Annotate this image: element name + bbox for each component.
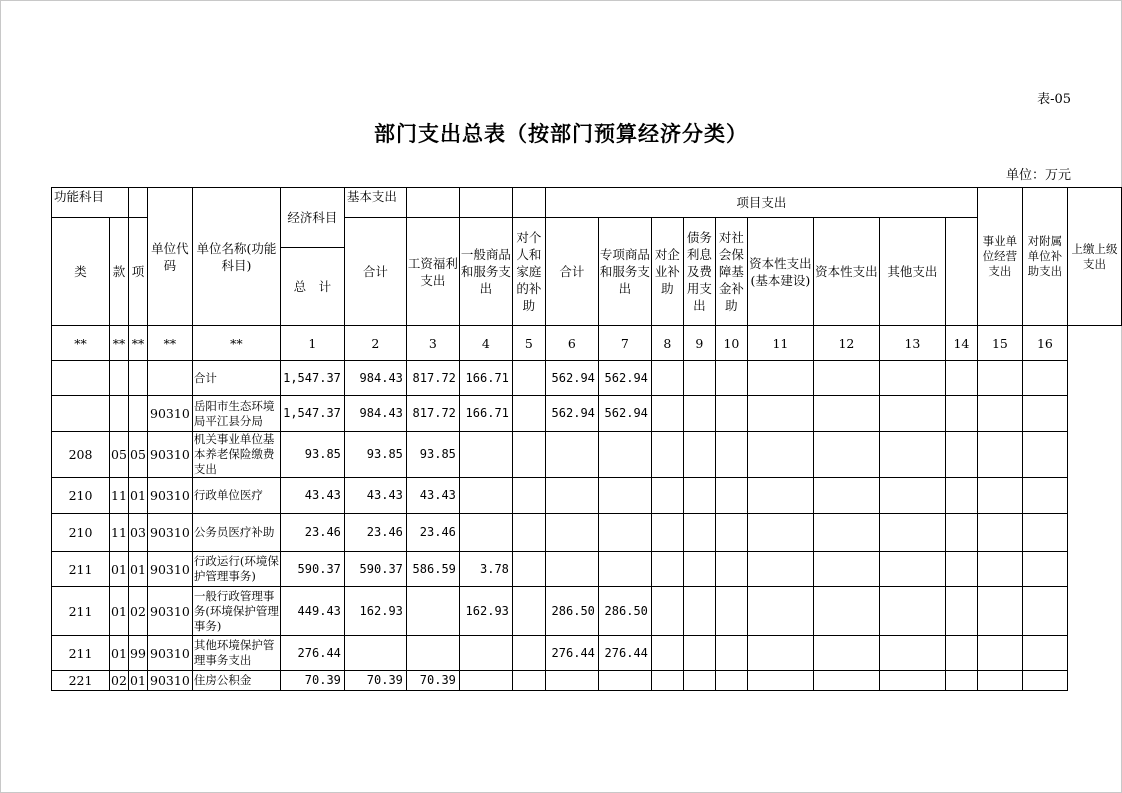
table-cell (598, 552, 651, 587)
table-cell: 276.44 (598, 636, 651, 671)
table-cell (651, 552, 683, 587)
table-cell: 162.93 (459, 587, 512, 636)
header-upper: 上缴上级支出 (1067, 188, 1121, 326)
table-cell (747, 587, 813, 636)
header-kuan: 款 (110, 218, 129, 326)
table-cell (879, 514, 945, 552)
table-cell (813, 671, 879, 691)
table-cell: 其他环境保护管理事务支出 (192, 636, 280, 671)
table-cell: 3.78 (459, 552, 512, 587)
table-row (52, 396, 1122, 432)
table-cell (945, 587, 977, 636)
table-cell (813, 636, 879, 671)
table-cell (813, 514, 879, 552)
table-cell: 286.50 (545, 587, 598, 636)
table-cell (545, 671, 598, 691)
table-cell (1022, 478, 1067, 514)
table-cell (512, 478, 545, 514)
table-cell (879, 478, 945, 514)
table-cell (1022, 587, 1067, 636)
table-cell (683, 361, 715, 396)
table-cell (344, 636, 406, 671)
table-cell: 14 (945, 326, 977, 361)
table-cell: 5 (512, 326, 545, 361)
table-row (52, 361, 1122, 396)
table-cell: 01 (110, 587, 129, 636)
header-unit-code: 单位代码 (147, 188, 192, 326)
table-cell: 行政单位医疗 (192, 478, 280, 514)
header-wage: 工资福利支出 (406, 218, 459, 326)
header-basic-total: 合计 (344, 218, 406, 326)
table-cell (459, 671, 512, 691)
header-debt: 债务利息及费用支出 (683, 218, 715, 326)
table-cell (977, 636, 1022, 671)
table-cell: 1,547.37 (280, 361, 344, 396)
header-capital-basic: 资本性支出(基本建设) (747, 218, 813, 326)
table-cell: 221 (52, 671, 110, 691)
table-cell: 210 (52, 514, 110, 552)
table-cell (406, 636, 459, 671)
table-cell (683, 552, 715, 587)
table-cell (715, 552, 747, 587)
table-cell (512, 636, 545, 671)
table-cell: 162.93 (344, 587, 406, 636)
table-cell: 05 (129, 432, 148, 478)
table-cell (1022, 432, 1067, 478)
table-cell: 817.72 (406, 361, 459, 396)
table-cell: ** (192, 326, 280, 361)
table-cell (545, 552, 598, 587)
table-cell (52, 361, 110, 396)
table-cell: 机关事业单位基本养老保险缴费支出 (192, 432, 280, 478)
table-cell: 1 (280, 326, 344, 361)
table-cell (651, 671, 683, 691)
table-cell (747, 636, 813, 671)
table-cell: 8 (651, 326, 683, 361)
table-cell: 211 (52, 636, 110, 671)
table-cell: 6 (545, 326, 598, 361)
table-row (52, 587, 1122, 636)
table-cell (945, 671, 977, 691)
table-cell (512, 587, 545, 636)
table-cell: 03 (129, 514, 148, 552)
table-cell: 93.85 (344, 432, 406, 478)
table-cell (459, 478, 512, 514)
table-cell: 817.72 (406, 396, 459, 432)
table-cell (747, 478, 813, 514)
header-func-subject: 功能科目 (52, 188, 129, 218)
table-cell: ** (147, 326, 192, 361)
table-cell (512, 396, 545, 432)
table-cell: ** (129, 326, 148, 361)
table-cell: 90310 (147, 478, 192, 514)
table-cell (813, 432, 879, 478)
table-cell: 562.94 (598, 396, 651, 432)
table-cell (977, 361, 1022, 396)
table-cell (1022, 396, 1067, 432)
table-cell (813, 361, 879, 396)
table-cell: 70.39 (406, 671, 459, 691)
table-cell (651, 478, 683, 514)
table-cell (129, 361, 148, 396)
table-cell (945, 361, 977, 396)
header-business: 事业单位经营支出 (977, 188, 1022, 326)
table-cell (459, 514, 512, 552)
table-cell: ** (110, 326, 129, 361)
table-cell: 984.43 (344, 361, 406, 396)
table-cell (977, 432, 1022, 478)
table-cell (977, 396, 1022, 432)
table-row (52, 432, 1122, 478)
table-cell (879, 361, 945, 396)
table-cell (747, 361, 813, 396)
table-cell (110, 396, 129, 432)
table-cell: 一般行政管理事务(环境保护管理事务) (192, 587, 280, 636)
header-blank (512, 188, 545, 218)
expenditure-table (51, 187, 1122, 691)
table-cell (651, 432, 683, 478)
table-cell (147, 361, 192, 396)
table-cell: 90310 (147, 552, 192, 587)
table-cell: 90310 (147, 671, 192, 691)
table-cell: 449.43 (280, 587, 344, 636)
header-enterprise: 对企业补助 (651, 218, 683, 326)
table-cell (977, 478, 1022, 514)
table-cell: 3 (406, 326, 459, 361)
table-cell: 7 (598, 326, 651, 361)
table-cell: 208 (52, 432, 110, 478)
table-cell (52, 396, 110, 432)
table-cell: 70.39 (344, 671, 406, 691)
table-cell (1022, 361, 1067, 396)
table-cell (598, 514, 651, 552)
table-cell (512, 514, 545, 552)
table-cell (747, 552, 813, 587)
table-cell: ** (52, 326, 110, 361)
table-cell (715, 478, 747, 514)
header-goods: 一般商品和服务支出 (459, 218, 512, 326)
table-cell: 210 (52, 478, 110, 514)
table-cell: 1,547.37 (280, 396, 344, 432)
table-cell (747, 514, 813, 552)
table-cell: 590.37 (344, 552, 406, 587)
table-cell: 11 (110, 514, 129, 552)
header-blank (459, 188, 512, 218)
table-cell (715, 514, 747, 552)
table-cell (651, 587, 683, 636)
table-row (52, 552, 1122, 587)
header-special-goods: 专项商品和服务支出 (598, 218, 651, 326)
table-cell: 23.46 (406, 514, 459, 552)
table-cell (715, 671, 747, 691)
table-cell (879, 671, 945, 691)
table-cell (512, 552, 545, 587)
table-cell (945, 514, 977, 552)
table-cell: 90310 (147, 396, 192, 432)
table-cell: 276.44 (545, 636, 598, 671)
table-cell (459, 432, 512, 478)
table-cell: 99 (129, 636, 148, 671)
header-other: 其他支出 (879, 218, 945, 326)
header-personal: 对个人和家庭的补助 (512, 218, 545, 326)
table-cell (512, 671, 545, 691)
table-row (52, 514, 1122, 552)
header-social: 对社会保障基金补助 (715, 218, 747, 326)
table-cell (545, 432, 598, 478)
table-cell: 12 (813, 326, 879, 361)
table-cell: 11 (110, 478, 129, 514)
table-cell (1022, 514, 1067, 552)
table-cell (683, 478, 715, 514)
table-cell (1022, 552, 1067, 587)
table-cell (1022, 671, 1067, 691)
table-number: 表-05 (1037, 92, 1071, 107)
table-cell: 10 (715, 326, 747, 361)
table-cell: 行政运行(环境保护管理事务) (192, 552, 280, 587)
table-cell (879, 432, 945, 478)
table-cell: 11 (747, 326, 813, 361)
table-cell (945, 396, 977, 432)
table-cell: 23.46 (344, 514, 406, 552)
column-index-row (52, 326, 1122, 361)
table-cell: 166.71 (459, 396, 512, 432)
header-capital: 资本性支出 (813, 218, 879, 326)
header-basic: 基本支出 (344, 188, 406, 218)
table-cell (715, 432, 747, 478)
table-cell (879, 587, 945, 636)
unit-label: 单位：万元 (1005, 168, 1071, 183)
table-cell (651, 396, 683, 432)
table-cell (683, 396, 715, 432)
table-cell (715, 636, 747, 671)
table-cell (813, 396, 879, 432)
table-cell (651, 514, 683, 552)
table-cell: 01 (129, 478, 148, 514)
header-total: 总 计 (280, 248, 344, 326)
header-blank (406, 188, 459, 218)
table-cell (598, 432, 651, 478)
table-cell (945, 552, 977, 587)
table-cell (545, 514, 598, 552)
table-cell (545, 478, 598, 514)
table-cell: 286.50 (598, 587, 651, 636)
table-cell (813, 478, 879, 514)
header-econ-subject: 经济科目 (280, 188, 344, 248)
table-cell: 90310 (147, 636, 192, 671)
table-cell: 住房公积金 (192, 671, 280, 691)
table-cell (110, 361, 129, 396)
table-cell (459, 636, 512, 671)
table-cell: 05 (110, 432, 129, 478)
header-project: 项目支出 (545, 188, 977, 218)
table-cell: 4 (459, 326, 512, 361)
table-cell: 合计 (192, 361, 280, 396)
table-cell (977, 514, 1022, 552)
table-cell (598, 478, 651, 514)
table-cell (598, 671, 651, 691)
table-cell: 公务员医疗补助 (192, 514, 280, 552)
table-cell (813, 587, 879, 636)
table-cell: 13 (879, 326, 945, 361)
table-cell (683, 671, 715, 691)
table-cell: 211 (52, 587, 110, 636)
table-cell: 70.39 (280, 671, 344, 691)
table-cell (879, 396, 945, 432)
table-cell: 211 (52, 552, 110, 587)
table-cell: 90310 (147, 432, 192, 478)
table-cell (512, 361, 545, 396)
table-cell: 276.44 (280, 636, 344, 671)
table-cell: 586.59 (406, 552, 459, 587)
table-cell (683, 432, 715, 478)
table-cell (747, 671, 813, 691)
table-cell: 562.94 (598, 361, 651, 396)
table-cell: 43.43 (280, 478, 344, 514)
table-cell: 93.85 (406, 432, 459, 478)
table-cell (715, 361, 747, 396)
table-cell: 93.85 (280, 432, 344, 478)
table-cell: 90310 (147, 514, 192, 552)
table-cell: 43.43 (344, 478, 406, 514)
table-cell: 01 (110, 636, 129, 671)
header-blank (129, 188, 148, 218)
table-cell (715, 396, 747, 432)
table-cell: 2 (344, 326, 406, 361)
table-cell: 166.71 (459, 361, 512, 396)
table-cell (715, 587, 747, 636)
table-cell: 9 (683, 326, 715, 361)
table-cell (683, 587, 715, 636)
table-cell (747, 432, 813, 478)
header-lei: 类 (52, 218, 110, 326)
table-cell: 590.37 (280, 552, 344, 587)
header-unit-name: 单位名称(功能科目) (192, 188, 280, 326)
page-title: 部门支出总表（按部门预算经济分类） (374, 122, 748, 146)
table-cell (977, 671, 1022, 691)
table-cell: 43.43 (406, 478, 459, 514)
table-cell: 16 (1022, 326, 1067, 361)
table-cell (945, 636, 977, 671)
header-subsidiary: 对附属单位补助支出 (1022, 188, 1067, 326)
table-cell: 23.46 (280, 514, 344, 552)
table-cell (651, 636, 683, 671)
table-cell: 01 (110, 552, 129, 587)
table-row (52, 671, 1122, 691)
table-cell (683, 514, 715, 552)
table-cell (1022, 636, 1067, 671)
header-proj-total: 合计 (545, 218, 598, 326)
table-cell: 562.94 (545, 361, 598, 396)
table-cell (977, 552, 1022, 587)
table-cell: 01 (129, 671, 148, 691)
table-cell (651, 361, 683, 396)
table-cell: 562.94 (545, 396, 598, 432)
table-cell (879, 636, 945, 671)
table-cell: 15 (977, 326, 1022, 361)
table-row (52, 478, 1122, 514)
table-cell (879, 552, 945, 587)
table-cell: 90310 (147, 587, 192, 636)
table-cell (683, 636, 715, 671)
table-cell: 01 (129, 552, 148, 587)
table-cell (945, 478, 977, 514)
table-cell: 02 (129, 587, 148, 636)
table-cell: 984.43 (344, 396, 406, 432)
table-cell (512, 432, 545, 478)
table-cell (813, 552, 879, 587)
table-cell: 02 (110, 671, 129, 691)
table-cell (945, 432, 977, 478)
table-cell (977, 587, 1022, 636)
table-cell (747, 396, 813, 432)
table-row (52, 636, 1122, 671)
table-cell (129, 396, 148, 432)
table-cell (406, 587, 459, 636)
table-cell: 岳阳市生态环境局平江县分局 (192, 396, 280, 432)
header-xiang: 项 (129, 218, 148, 326)
